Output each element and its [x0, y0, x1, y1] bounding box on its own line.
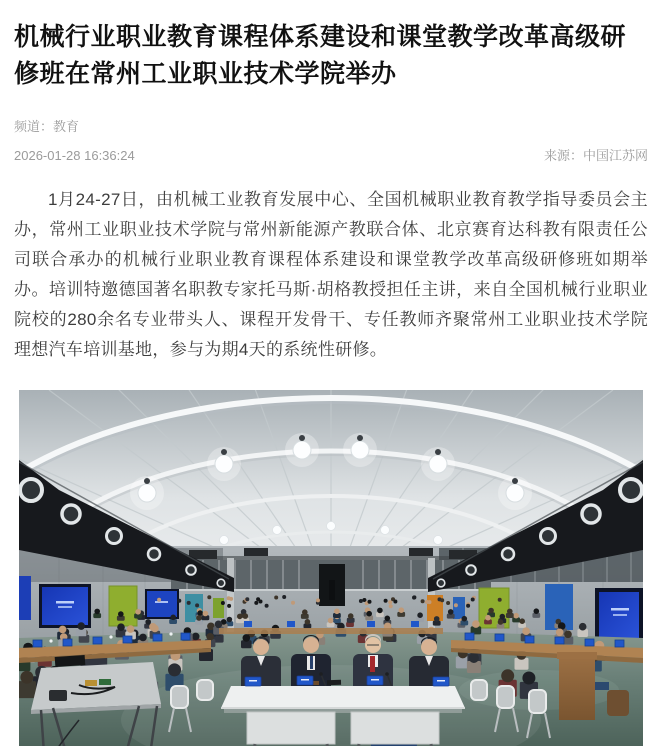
channel-line — [14, 116, 648, 135]
article-photo — [19, 390, 643, 746]
source-value: 中国江苏网 — [582, 148, 648, 163]
article-body: 1月24-27日，由机械工业教育发展中心、全国机械职业教育教学指导委员会主办，常州工业职业技术学院与常州新能源产教联合体、北京赛育达科教有限责任公司联合承办的机械行业职业教育课程体系建设和课堂教学改革高级研修班如期举办。培训特邀德国著名职教专家托马斯·胡格教授担任主讲，来自全国机械行业职业院校的280余名专业带头人、课程开发骨干、专任教师齐聚常州工业职业技术学院理想汽车培训基地，参与为期4天的系统性研修。 — [14, 190, 648, 359]
article-photo-figure — [19, 390, 643, 746]
meta-row — [14, 145, 648, 164]
source-line — [544, 145, 648, 164]
channel-link-education[interactable]: 教育 — [53, 119, 80, 134]
source-label: 来源： — [543, 148, 583, 163]
publish-time: 2026-01-28 16:36:24 — [14, 148, 135, 163]
channel-label: 频道： — [14, 119, 54, 134]
page-title: 机械行业职业教育课程体系建设和课堂教学改革高级研修班在常州工业职业技术学院举办 — [14, 23, 627, 88]
